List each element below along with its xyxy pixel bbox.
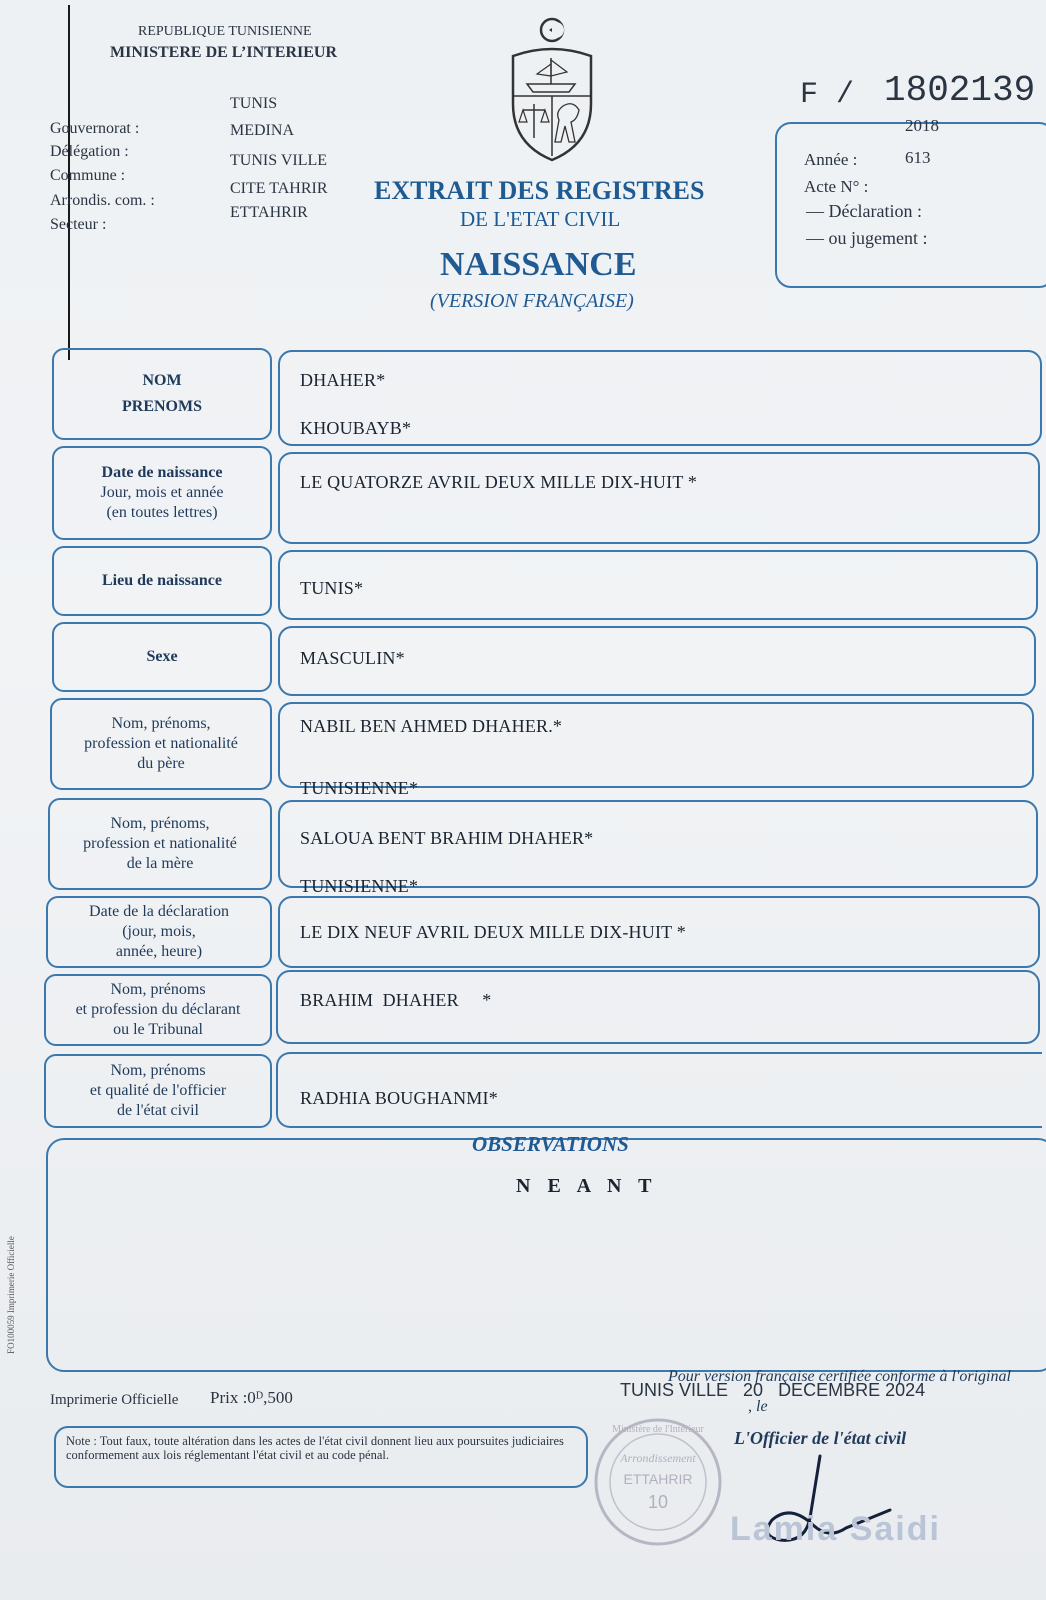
nom-label: NOM	[142, 372, 182, 389]
title-etat-civil: DE L'ETAT CIVIL	[460, 207, 621, 231]
lieu-value-box	[278, 550, 1038, 620]
date-declaration-label-box	[46, 896, 272, 968]
delegation-label: Délégation :	[50, 143, 129, 160]
legal-note-text: Note : Tout faux, toute altération dans les actes de l'état civil donnent lieu aux poursuites judiciaires conformement aux lois réglementant l'état civil et au code pénal.	[66, 1434, 564, 1462]
stamp-mid1: Arrondissement	[620, 1451, 696, 1465]
stamp-mid2: ETTAHRIR	[623, 1471, 693, 1487]
jugement-label: — ou jugement :	[806, 228, 928, 248]
date-naissance-value: LE QUATORZE AVRIL DEUX MILLE DIX-HUIT *	[300, 472, 698, 492]
arrondis-value: CITE TAHRIR	[230, 180, 328, 197]
officier-value: RADHIA BOUGHANMI*	[300, 1088, 498, 1108]
imprimerie-text: Imprimerie Officielle	[50, 1392, 179, 1408]
date-naissance-label-1: Date de naissance	[101, 464, 223, 481]
mere-label-box	[48, 798, 272, 890]
observations-value: N E A N T	[516, 1175, 658, 1197]
title-version: (VERSION FRANÇAISE)	[430, 290, 634, 312]
print-ref-text: FO100059 Imprimerie Officielle	[5, 1236, 16, 1354]
delegation-value: MEDINA	[230, 122, 294, 139]
declarant-label-2: et profession du déclarant	[75, 1001, 241, 1018]
lieu-value: TUNIS*	[300, 578, 364, 598]
pere-label-box	[50, 698, 272, 790]
pere-value-box	[278, 702, 1034, 788]
acte-label: Acte N° :	[804, 177, 869, 196]
serial-prefix: F /	[800, 78, 855, 112]
officier-etat-civil-text: L'Officier de l'état civil	[734, 1428, 907, 1448]
sexe-label-box	[52, 622, 272, 692]
pere-value: NABIL BEN AHMED DHAHER.*	[300, 716, 563, 736]
acte-value: 613	[905, 148, 931, 167]
lieu-date-text: TUNIS VILLE 20 DECEMBRE 2024	[620, 1380, 926, 1400]
observations-title: OBSERVATIONS	[472, 1132, 629, 1156]
date-naissance-label-box	[52, 446, 272, 540]
nom-value: DHAHER*	[300, 370, 386, 390]
title-naissance: NAISSANCE	[440, 246, 637, 283]
annee-label: Année :	[804, 150, 858, 169]
mere-label-1: Nom, prénoms,	[110, 815, 210, 832]
observations-box	[46, 1138, 1046, 1372]
declaration-label-3: année, heure)	[115, 943, 203, 960]
lieu-label-box	[52, 546, 272, 616]
gouvernorat-value: TUNIS	[230, 95, 278, 112]
certifie-text: Pour version française certifiée conforme à l'original	[668, 1368, 1011, 1385]
officier-label-3: de l'état civil	[117, 1102, 199, 1119]
stamp-num: 10	[647, 1492, 669, 1512]
annee-value: 2018	[905, 116, 939, 135]
officier-label-1: Nom, prénoms	[110, 1062, 206, 1079]
prenoms-value: KHOUBAYB*	[300, 418, 412, 438]
declaration-value: LE DIX NEUF AVRIL DEUX MILLE DIX-HUIT *	[300, 922, 686, 942]
lieu-label: Lieu de naissance	[101, 572, 222, 589]
sexe-label: Sexe	[146, 648, 178, 665]
sexe-value: MASCULIN*	[300, 648, 405, 668]
mere-label-2: profession et nationalité	[83, 835, 237, 852]
pere-label-2: profession et nationalité	[84, 735, 238, 752]
secteur-value: ETTAHRIR	[230, 204, 308, 221]
officier-label-2: et qualité de l'officier	[89, 1082, 227, 1099]
commune-value: TUNIS VILLE	[230, 152, 328, 169]
nom-prenoms-label-box	[52, 348, 272, 440]
declarant-value: BRAHIM DHAHER *	[300, 990, 492, 1010]
arrondis-label: Arrondis. com. :	[50, 192, 155, 209]
date-naissance-value-box	[278, 452, 1040, 544]
legal-note-box	[54, 1426, 588, 1488]
officier-label-box	[44, 1054, 272, 1128]
prenoms-label: PRENOMS	[122, 398, 202, 415]
title-extrait: EXTRAIT DES REGISTRES	[374, 176, 705, 205]
declaration-label-1: Date de la déclaration	[89, 903, 229, 920]
declarant-label-box	[44, 974, 272, 1046]
pere-label-1: Nom, prénoms,	[111, 715, 211, 732]
mere-label-3: de la mère	[126, 855, 194, 872]
gouvernorat-label: Gouvernorat :	[50, 120, 140, 137]
secteur-label: Secteur :	[50, 216, 107, 233]
declaration-label: — Déclaration :	[806, 201, 922, 221]
serial-number: 1802139	[884, 70, 1036, 111]
le-text: , le	[748, 1398, 768, 1415]
prix-text: Prix :0ᴰ,500	[210, 1388, 293, 1407]
declarant-label-1: Nom, prénoms	[110, 981, 206, 998]
republique-text: REPUBLIQUE TUNISIENNE	[138, 24, 312, 39]
mere-value: SALOUA BENT BRAHIM DHAHER*	[300, 828, 594, 848]
officer-name-stamp: Lamia Saidi	[730, 1510, 941, 1548]
official-stamp-icon	[592, 1412, 724, 1552]
mere-nationalite: TUNISIENNE*	[300, 876, 419, 896]
date-naissance-label-3: (en toutes lettres)	[106, 504, 218, 521]
ministere-text: MINISTERE DE L’INTERIEUR	[110, 44, 338, 61]
declarant-label-3: ou le Tribunal	[113, 1021, 203, 1038]
pere-label-3: du père	[137, 755, 185, 772]
pere-nationalite: TUNISIENNE*	[300, 778, 419, 798]
commune-label: Commune :	[50, 167, 126, 184]
declaration-label-2: (jour, mois,	[122, 923, 196, 940]
tunisia-coat-of-arms-icon	[505, 14, 599, 164]
stamp-top: Ministère de l'Intérieur	[612, 1424, 704, 1435]
date-naissance-label-2: Jour, mois et année	[100, 484, 224, 501]
